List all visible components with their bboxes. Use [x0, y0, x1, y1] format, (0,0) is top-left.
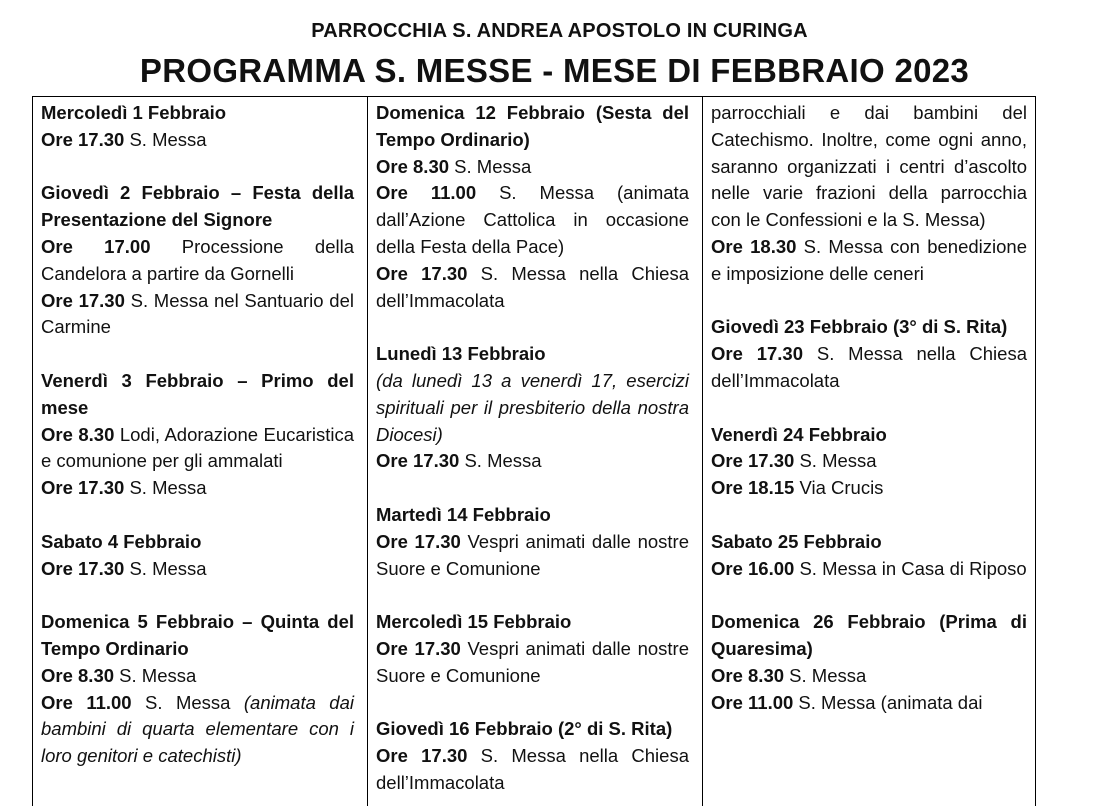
entry-text: Lodi, Adorazione Eucaristica e comunione per gli ammalati — [41, 423, 354, 472]
schedule-entry — [41, 180, 354, 234]
schedule-entry — [376, 529, 689, 583]
schedule-entry — [711, 690, 1027, 717]
entry-bold-text: Venerdì 24 Febbraio — [711, 423, 887, 445]
entry-text: S. Messa — [124, 477, 207, 499]
schedule-entry — [41, 368, 354, 422]
entry-text: S. Messa — [459, 450, 542, 472]
entry-text: Vespri animati dalle nostre Suore e Comunione — [376, 637, 689, 686]
schedule-table — [32, 96, 1036, 806]
entry-text: S. Messa — [124, 557, 207, 579]
spacer — [711, 395, 1027, 422]
spacer — [711, 502, 1027, 529]
entry-text: S. Messa nella Chiesa dell’Immacolata — [376, 745, 689, 793]
entry-text: S. Messa — [794, 450, 877, 472]
schedule-entry — [376, 154, 689, 181]
entry-text: S. Messa con benedizione e imposizione delle ceneri — [711, 235, 1027, 284]
entry-bold-text: Ore 17.30 — [711, 343, 804, 365]
schedule-entry — [711, 422, 1027, 449]
spacer — [376, 690, 689, 717]
entry-bold-text: Domenica 26 Febbraio (Prima di Quaresima) — [711, 611, 1027, 659]
entry-text: Vespri animati dalle nostre Suore e Comunione — [376, 530, 689, 579]
column-divider — [367, 97, 368, 806]
spacer — [376, 582, 689, 609]
schedule-entry — [41, 690, 354, 770]
entry-bold-text: Lunedì 13 Febbraio — [376, 343, 546, 365]
schedule-entry — [711, 448, 1027, 475]
schedule-entry — [41, 100, 354, 127]
entry-text: S. Messa in Casa di Riposo — [794, 557, 1027, 579]
entry-italic-text: (da lunedì 13 a venerdì 17, esercizi spirituali per il presbiterio della nostra Diocesi) — [376, 369, 689, 445]
entry-bold-text: Ore 16.00 — [711, 557, 795, 579]
schedule-entry — [376, 100, 689, 154]
spacer — [376, 314, 689, 341]
entry-bold-text: Ore 17.30 — [41, 557, 125, 579]
entry-text: S. Messa nella Chiesa dell’Immacolata — [376, 262, 689, 311]
schedule-entry — [376, 609, 689, 636]
entry-bold-text: Sabato 25 Febbraio — [711, 530, 882, 552]
entry-text: S. Messa — [784, 664, 867, 686]
schedule-entry — [376, 341, 689, 368]
schedule-entry — [376, 502, 689, 529]
parish-name: PARROCCHIA S. ANDREA APOSTOLO IN CURINGA — [311, 20, 808, 42]
entry-bold-text: Ore 17.30 — [41, 289, 125, 311]
schedule-entry — [41, 234, 354, 288]
schedule-entry — [711, 556, 1027, 583]
entry-bold-text: Ore 17.30 — [711, 450, 795, 472]
document-title: PROGRAMMA S. MESSE - MESE DI FEBBRAIO 2023 — [139, 52, 970, 89]
spacer — [376, 475, 689, 502]
entry-bold-text: Ore 17.30 — [376, 262, 468, 284]
entry-text: S. Messa — [124, 128, 207, 150]
schedule-entry — [41, 529, 354, 556]
schedule-entry — [376, 448, 689, 475]
entry-bold-text: Giovedì 23 Febbraio (3° di S. Rita) — [711, 316, 1008, 338]
entry-text: S. Messa — [114, 664, 197, 686]
schedule-column-3 — [711, 100, 1027, 716]
schedule-column-2 — [376, 100, 689, 797]
entry-bold-text: Ore 8.30 — [41, 664, 115, 686]
entry-text: Processione della Candelora a partire da Gornelli — [41, 235, 354, 284]
schedule-entry — [711, 341, 1027, 395]
schedule-column-1 — [41, 100, 354, 770]
entry-text: S. Messa — [449, 155, 532, 177]
spacer — [41, 582, 354, 609]
entry-bold-text: Ore 11.00 — [711, 691, 794, 713]
entry-text: S. Messa nella Chiesa dell’Immacolata — [711, 343, 1027, 391]
entry-bold-text: Domenica 12 Febbraio (Sesta del Tempo Ordinario) — [376, 102, 689, 150]
entry-text: S. Messa (animata dall’Azione Cattolica in occasione della Festa della Pace) — [376, 182, 689, 257]
entry-bold-text: Mercoledì 15 Febbraio — [376, 611, 572, 633]
schedule-entry — [41, 288, 354, 342]
entry-text: S. Messa nel Santuario del Carmine — [41, 289, 354, 338]
entry-text: parrocchiali e dai bambini del Catechismo. Inoltre, come ogni anno, saranno organizzati i centri d’ascolto nelle varie frazioni della parrocchia con le Confessioni e la S. Messa) — [711, 102, 1027, 231]
spacer — [711, 288, 1027, 315]
spacer — [711, 582, 1027, 609]
schedule-entry — [711, 234, 1027, 288]
spacer — [41, 341, 354, 368]
schedule-entry — [711, 663, 1027, 690]
schedule-entry — [376, 180, 689, 260]
entry-bold-text: Mercoledì 1 Febbraio — [41, 102, 227, 123]
entry-bold-text: Ore 8.30 — [41, 423, 115, 445]
entry-bold-text: Venerdì 3 Febbraio – Primo del mese — [41, 369, 354, 418]
schedule-entry — [376, 743, 689, 797]
schedule-entry — [41, 127, 354, 154]
entry-bold-text: Domenica 5 Febbraio – Quinta del Tempo Ordinario — [41, 611, 354, 659]
entry-bold-text: Ore 17.00 — [41, 235, 151, 257]
entry-text: Via Crucis — [794, 477, 884, 499]
entry-bold-text: Ore 17.30 — [376, 450, 460, 472]
schedule-entry — [41, 556, 354, 583]
spacer — [41, 502, 354, 529]
entry-text: S. Messa (animata dai — [793, 691, 983, 713]
schedule-entry — [41, 609, 354, 663]
schedule-entry — [376, 636, 689, 690]
spacer — [41, 154, 354, 181]
entry-bold-text: Ore 8.30 — [376, 155, 450, 177]
entry-text: S. Messa — [131, 691, 244, 713]
column-divider — [702, 97, 703, 806]
schedule-entry — [711, 475, 1027, 502]
schedule-entry — [41, 663, 354, 690]
entry-bold-text: Giovedì 16 Febbraio (2° di S. Rita) — [376, 718, 673, 740]
schedule-entry — [711, 314, 1027, 341]
entry-italic-text: (animata dai bambini di quarta elementare con i loro genitori e catechisti) — [41, 691, 354, 767]
schedule-entry — [41, 422, 354, 476]
schedule-entry — [376, 368, 689, 448]
entry-bold-text: Ore 17.30 — [41, 477, 125, 499]
schedule-entry — [711, 529, 1027, 556]
schedule-entry — [711, 609, 1027, 663]
entry-bold-text: Ore 11.00 — [41, 691, 132, 713]
entry-bold-text: Martedì 14 Febbraio — [376, 503, 551, 525]
entry-bold-text: Ore 17.30 — [376, 745, 468, 767]
entry-bold-text: Ore 18.30 — [711, 235, 797, 257]
entry-bold-text: Ore 17.30 — [41, 128, 125, 150]
entry-bold-text: Ore 17.30 — [376, 530, 461, 552]
schedule-entry — [376, 716, 689, 743]
entry-bold-text: Ore 11.00 — [376, 182, 477, 204]
entry-bold-text: Ore 18.15 — [711, 477, 795, 499]
schedule-entry — [711, 100, 1027, 234]
entry-bold-text: Ore 17.30 — [376, 637, 461, 659]
schedule-entry — [41, 475, 354, 502]
schedule-entry — [376, 261, 689, 315]
entry-bold-text: Sabato 4 Febbraio — [41, 530, 202, 552]
entry-bold-text: Giovedì 2 Febbraio – Festa della Presentazione del Signore — [41, 182, 354, 231]
entry-bold-text: Ore 8.30 — [711, 664, 785, 686]
